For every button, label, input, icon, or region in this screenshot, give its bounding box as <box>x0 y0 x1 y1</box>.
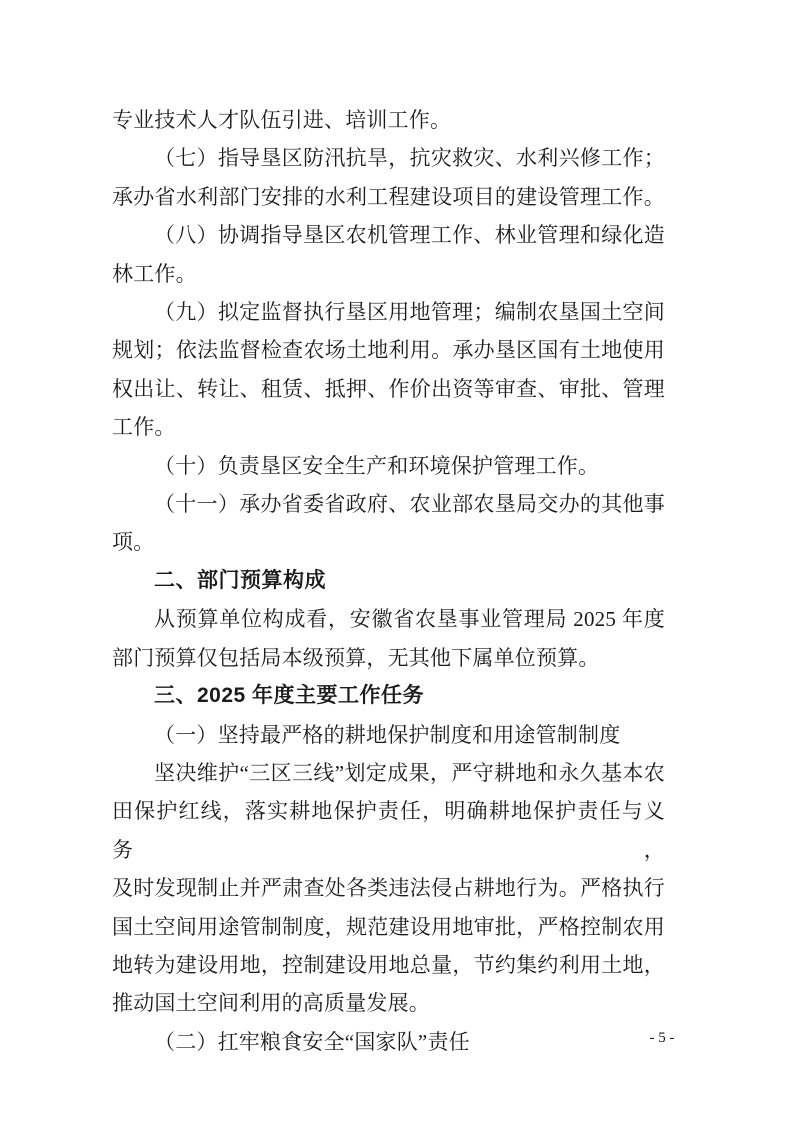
doc-line: 权出让、转让、租赁、抵押、作价出资等审查、审批、管理 <box>112 376 665 401</box>
doc-line: 国土空间用途管制制度，规范建设用地审批，严格控制农用 <box>112 914 665 939</box>
doc-line: 林工作。 <box>112 261 197 286</box>
doc-line: 地转为建设用地，控制建设用地总量，节约集约利用土地， <box>112 952 665 977</box>
doc-line-item-7: （七）指导垦区防汛抗旱，抗灾救灾、水利兴修工作； <box>154 146 665 171</box>
doc-line: 部门预算仅包括局本级预算，无其他下属单位预算。 <box>112 645 600 670</box>
document-text-block <box>112 101 665 1061</box>
doc-line: 专业技术人才队伍引进、培训工作。 <box>112 108 452 132</box>
doc-line-item-11: （十一）承办省委省政府、农业部农垦局交办的其他事 <box>154 492 665 517</box>
doc-line: 项。 <box>112 530 155 555</box>
doc-line-subitem-1: （一）坚持最严格的耕地保护制度和用途管制制度 <box>154 722 621 747</box>
doc-line-item-8: （八）协调指导垦区农机管理工作、林业管理和绿化造 <box>154 223 665 248</box>
section-heading-budget-composition: 二、部门预算构成 <box>154 568 326 592</box>
doc-line: 坚决维护“三区三线”划定成果，严守耕地和永久基本农 <box>154 760 665 785</box>
section-heading-2025-main-tasks: 三、2025 年度主要工作任务 <box>154 684 425 708</box>
doc-line-subitem-2: （二）扛牢粮食安全“国家队”责任 <box>154 1029 470 1054</box>
doc-line: 规划；依法监督检查农场土地利用。承办垦区国有土地使用 <box>112 338 665 363</box>
doc-line: 承办省水利部门安排的水利工程建设项目的建设管理工作。 <box>112 184 665 209</box>
doc-line: 及时发现制止并严肃查处各类违法侵占耕地行为。严格执行 <box>112 876 665 901</box>
page-number: - 5 - <box>649 1030 675 1046</box>
doc-line: 田保护红线，落实耕地保护责任，明确耕地保护责任与义务， <box>112 799 665 862</box>
doc-line: 工作。 <box>112 415 176 440</box>
doc-line-item-10: （十）负责垦区安全生产和环境保护管理工作。 <box>154 453 600 478</box>
doc-line: 从预算单位构成看，安徽省农垦事业管理局 2025 年度 <box>154 607 665 632</box>
doc-line-item-9: （九）拟定监督执行垦区用地管理；编制农垦国土空间 <box>154 300 665 325</box>
doc-line: 推动国土空间利用的高质量发展。 <box>112 991 430 1016</box>
